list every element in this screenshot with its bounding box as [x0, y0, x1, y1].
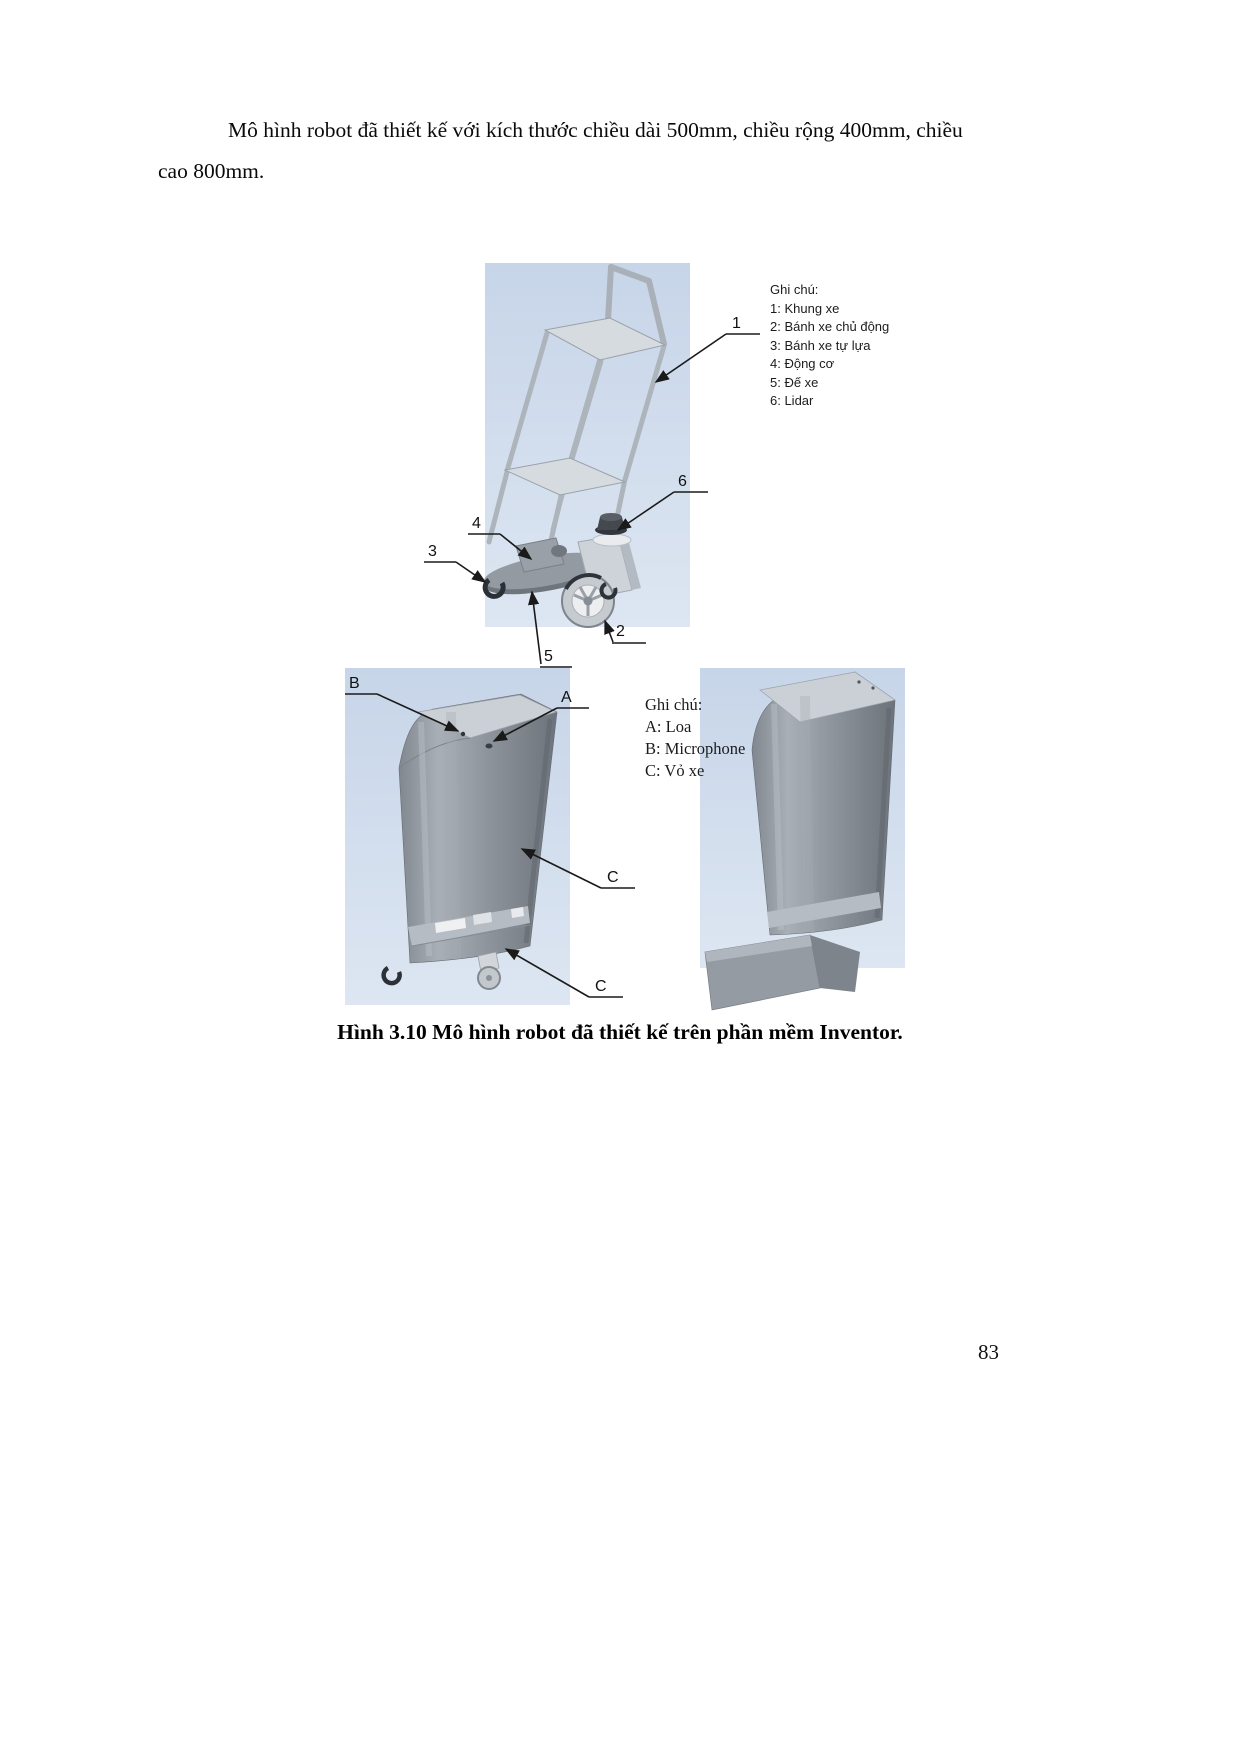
figure-caption: Hình 3.10 Mô hình robot đã thiết kế trên phần mềm Inventor.	[337, 1020, 903, 1044]
svg-text:2: 2	[616, 623, 625, 640]
svg-text:C: C	[595, 978, 607, 995]
svg-text:6: 6	[678, 473, 687, 490]
microphone-hole	[461, 732, 465, 736]
figure1-legend-item: 2: Bánh xe chủ động	[770, 319, 890, 334]
figure2-legend-item: C: Vỏ xe	[645, 761, 705, 780]
svg-text:A: A	[561, 689, 572, 706]
svg-text:1: 1	[732, 315, 741, 332]
svg-text:5: 5	[544, 648, 553, 665]
figure1-legend-item: 3: Bánh xe tự lựa	[770, 337, 871, 353]
figure2-legend-item: A: Loa	[645, 717, 692, 736]
figure2-legend	[645, 694, 745, 782]
figure1-legend-item: 4: Động cơ	[770, 356, 835, 371]
figure1-legend-item: 5: Đế xe	[770, 374, 819, 390]
speaker-hole	[486, 744, 493, 749]
svg-text:C: C	[607, 869, 619, 886]
svg-text:B: B	[349, 675, 360, 692]
svg-text:3: 3	[428, 543, 437, 560]
figure2-robot-shell-drawing	[315, 590, 955, 1030]
figure1-legend-item: 1: Khung xe	[770, 300, 840, 316]
figure1-legend	[770, 281, 889, 411]
callout-3	[424, 543, 485, 582]
svg-text:4: 4	[472, 515, 481, 532]
figure2-legend-item: B: Microphone	[645, 739, 746, 758]
figure1-legend-item: 6: Lidar	[770, 393, 814, 408]
figure2-legend-title: Ghi chú:	[645, 695, 703, 714]
page-number: 83	[978, 1340, 999, 1364]
body-paragraph: Mô hình robot đã thiết kế với kích thước chiều dài 500mm, chiều rộng 400mm, chiều cao 800mm.	[158, 117, 963, 183]
figure1-legend-title: Ghi chú:	[770, 282, 819, 297]
